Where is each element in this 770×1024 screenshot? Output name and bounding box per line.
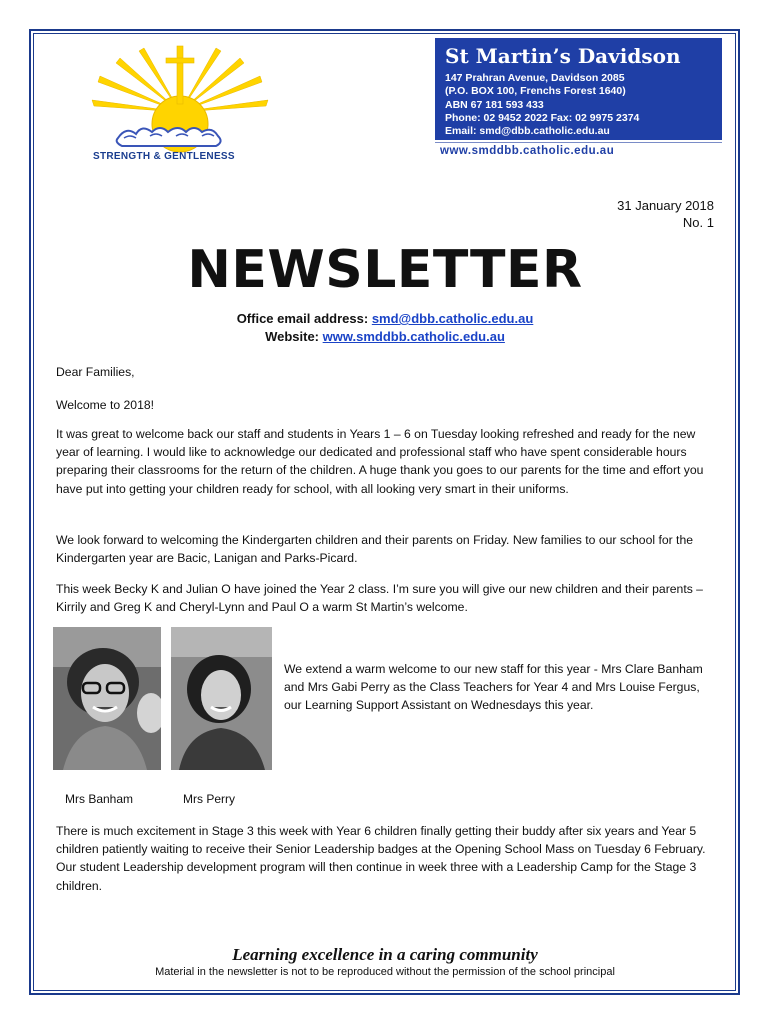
header-divider [435,142,722,143]
paragraph-4: There is much excitement in Stage 3 this week with Year 6 children finally getting their buddy after six years and Year 5 children patiently waiting to receive their Senior Leadership badges at the Opening School Mass on Tuesday 6 February. Our student Leadership development program will then continue in week three with a Leadership Camp for the Stage 3 children. [56,824,706,893]
footer-tagline: Learning excellence in a caring community [232,945,538,964]
school-header-box [435,38,722,140]
paragraph-2: We look forward to welcoming the Kindergarten children and their parents on Friday. New families to our school for the Kindergarten year are Bacic, Lanigan and Parks-Picard. [56,533,693,566]
staff-welcome: We extend a warm welcome to our new staff for this year - Mrs Clare Banham and Mrs Gabi Perry as the Class Teachers for Year 4 and Mrs Louise Fergus, our Learning Support Assistant on Wednesdays this year. [284,662,703,713]
issue-info [617,197,714,231]
website-label: Website: [265,329,320,344]
header-website[interactable]: www.smddbb.catholic.edu.au [440,145,615,157]
paragraph-3: This week Becky K and Julian O have joined the Year 2 class. I’m sure you will give our new children and their parents – Kirrily and Greg K and Cheryl-Lynn and Paul O a warm St Martin’s welcome. [56,582,703,615]
photo-mrs-perry [171,627,272,770]
email-label: Office email address: [236,311,369,326]
greeting: Dear Families, [56,365,135,379]
page-title: NEWSLETTER [187,240,583,300]
address-line: (P.O. BOX 100, Frenchs Forest 1640) [445,85,626,98]
welcome-line: Welcome to 2018! [56,398,155,412]
email-link[interactable]: smd@dbb.catholic.edu.au [371,311,534,326]
contact-email-line [0,310,770,328]
school-motto: STRENGTH & GENTLENESS [93,151,235,162]
contact-website-line [0,328,770,346]
photo-mrs-banham [53,627,161,770]
caption-mrs-perry: Mrs Perry [183,792,235,806]
address-line: 147 Prahran Avenue, Davidson 2085 [445,72,625,84]
issue-number: No. 1 [682,215,714,230]
paragraph-1: It was great to welcome back our staff and students in Years 1 – 6 on Tuesday looking refreshed and ready for the new year of learning. I would like to acknowledge our dedicated and professional staff who have spent considerable hours preparing their classrooms for the return of the children. A huge thank you goes to our parents for the time and effort you have put into getting your children ready for school, with all looking very smart in their uniforms. [56,427,704,496]
address-line: Email: smd@dbb.catholic.edu.au [445,125,610,138]
issue-date: 31 January 2018 [617,198,714,213]
address-line: ABN 67 181 593 433 [445,98,544,111]
caption-mrs-banham: Mrs Banham [65,792,134,806]
footer-note: Material in the newsletter is not to be reproduced without the permission of the school principal [155,966,615,978]
website-link[interactable]: www.smddbb.catholic.edu.au [322,329,505,344]
address-line: Phone: 02 9452 2022 Fax: 02 9975 2374 [445,111,640,124]
school-name: St Martin’s Davidson [445,44,681,68]
